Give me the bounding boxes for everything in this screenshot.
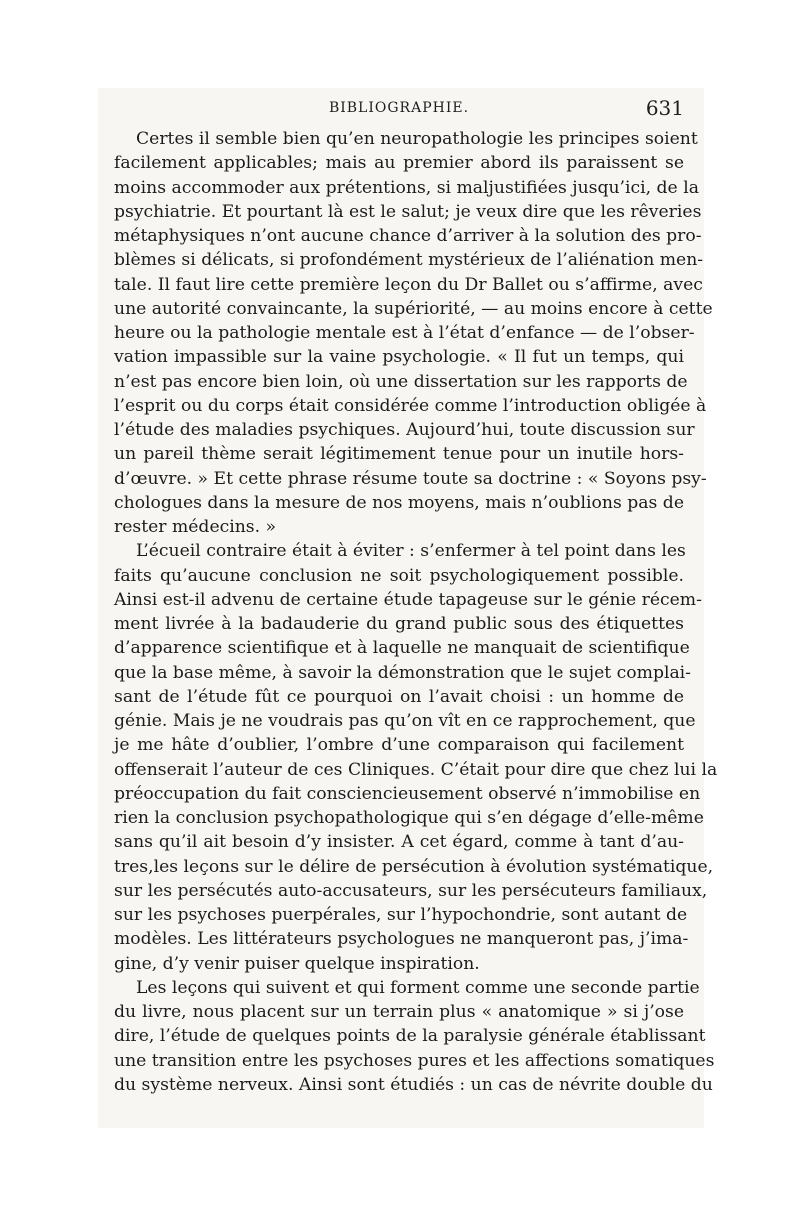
text-line: Les leçons qui suivent et qui forment comme une seconde partie	[136, 977, 700, 998]
text-line: dire, l’étude de quelques points de la paralysie générale établissant	[114, 1026, 706, 1047]
text-line: vation impassible sur la vaine psychologie. « Il fut un temps, qui	[114, 347, 684, 368]
text-line: préoccupation du fait consciencieusement observé n’immobilise en	[114, 783, 701, 804]
text-line: Certes il semble bien qu’en neuropathologie les principes soient	[136, 129, 698, 149]
text-line: psychiatrie. Et pourtant là est le salut; je veux dire que les rêveries	[114, 201, 702, 222]
text-line: rester médecins. »	[114, 517, 277, 537]
text-line: génie. Mais je ne voudrais pas qu’on vît en ce rapprochement, que	[114, 711, 696, 731]
text-line: un pareil thème serait légitimement tenue pour un inutile hors-	[114, 444, 684, 465]
text-line: moins accommoder aux prétentions, si maljustifiées jusqu’ici, de la	[114, 177, 699, 198]
text-line: une transition entre les psychoses pures et les affections somatiques	[114, 1050, 715, 1071]
page-number: 631	[645, 96, 684, 120]
body-text	[114, 127, 718, 1097]
text-line: d’œuvre. » Et cette phrase résume toute sa doctrine : « Soyons psy-	[114, 468, 707, 489]
text-line: Ainsi est-il advenu de certaine étude tapageuse sur le génie récem-	[114, 589, 702, 610]
running-head	[114, 96, 684, 124]
running-title: BIBLIOGRAPHIE.	[328, 100, 470, 116]
text-line: ment livrée à la badauderie du grand public sous des étiquettes	[114, 614, 684, 634]
text-line: facilement applicables; mais au premier abord ils paraissent se	[114, 153, 684, 174]
text-line: modèles. Les littérateurs psychologues ne manqueront pas, j’ima-	[114, 929, 689, 950]
text-line: blèmes si délicats, si profondément mystérieux de l’aliénation men-	[114, 250, 704, 271]
text-line: gine, d’y venir puiser quelque inspiration.	[114, 953, 480, 974]
text-line: du livre, nous placent sur un terrain plus « anatomique » si j’ose	[114, 1002, 684, 1022]
text-line: sans qu’il ait besoin d’y insister. A cet égard, comme à tant d’au-	[114, 832, 684, 853]
text-line: l’étude des maladies psychiques. Aujourd’hui, toute discussion sur	[114, 420, 695, 440]
text-line: heure ou la pathologie mentale est à l’état d’enfance — de l’obser-	[114, 323, 695, 343]
text-line: l’esprit ou du corps était considérée comme l’introduction obligée à	[114, 395, 707, 416]
text-line: que la base même, à savoir la démonstration que le sujet complai-	[114, 662, 691, 683]
text-line: rien la conclusion psychopathologique qui s’en dégage d’elle-même	[114, 808, 704, 828]
text-line: n’est pas encore bien loin, où une dissertation sur les rapports de	[114, 371, 688, 392]
text-line: une autorité convaincante, la supériorité, — au moins encore à cette	[114, 298, 713, 319]
text-line: sur les psychoses puerpérales, sur l’hypochondrie, sont autant de	[114, 905, 688, 925]
text-line: offenserait l’auteur de ces Cliniques. C’était pour dire que chez lui la	[114, 759, 718, 780]
text-line: métaphysiques n’ont aucune chance d’arriver à la solution des pro-	[114, 226, 702, 246]
text-line: du système nerveux. Ainsi sont étudiés : un cas de névrite double du	[114, 1074, 713, 1095]
text-line: je me hâte d’oublier, l’ombre d’une comparaison qui facilement	[114, 735, 684, 756]
text-line: tres,les leçons sur le délire de persécution à évolution systématique,	[114, 856, 714, 877]
text-line: tale. Il faut lire cette première leçon du Dr Ballet ou s’affirme, avec	[114, 274, 703, 295]
text-line: sur les persécutés auto-accusateurs, sur les persécuteurs familiaux,	[114, 880, 708, 901]
text-line: faits qu’aucune conclusion ne soit psychologiquement possible.	[114, 565, 684, 586]
text-line: d’apparence scientifique et à laquelle ne manquait de scientifique	[114, 638, 690, 659]
text-line: L’écueil contraire était à éviter : s’enfermer à tel point dans les	[136, 541, 686, 562]
text-line: chologues dans la mesure de nos moyens, mais n’oublions pas de	[114, 492, 684, 513]
text-line: sant de l’étude fût ce pourquoi on l’avait choisi : un homme de	[114, 686, 684, 707]
